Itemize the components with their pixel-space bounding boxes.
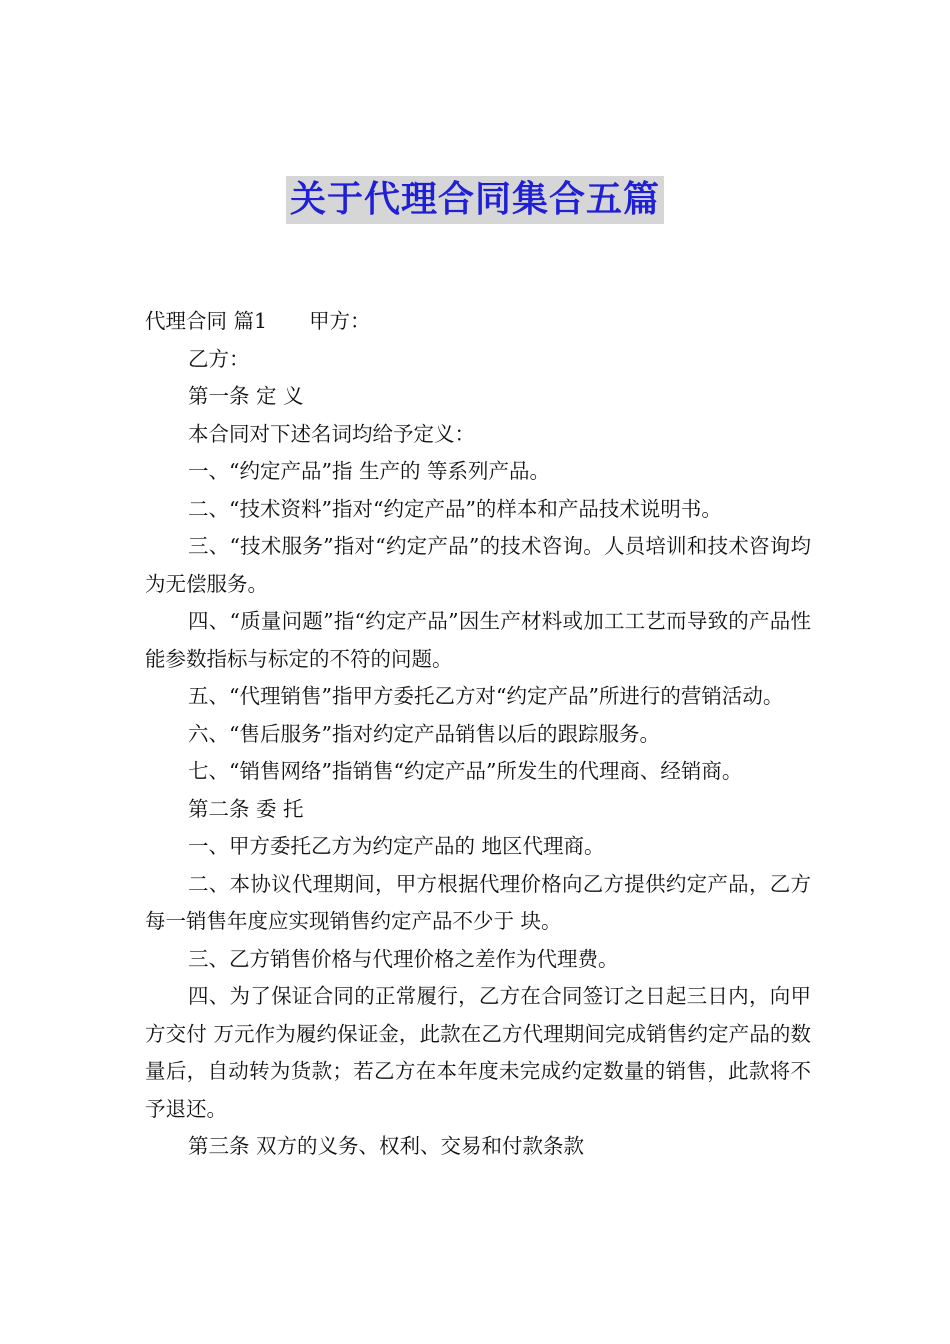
- paragraph: 四、“质量问题”指“约定产品”因生产材料或加工工艺而导致的产品性能参数指标与标定的不符的问题。: [145, 609, 811, 671]
- title-container: [0, 176, 950, 224]
- paragraph: 本合同对下述名词均给予定义：: [188, 421, 475, 446]
- party-a-label: 甲方：: [309, 309, 371, 333]
- paragraph: 乙方：: [188, 346, 250, 371]
- paragraph: 第一条 定 义: [188, 384, 304, 408]
- paragraph: 三、“技术服务”指对“约定产品”的技术咨询。人员培训和技术咨询均为无偿服务。: [145, 534, 811, 596]
- paragraph: 四、为了保证合同的正常履行，乙方在合同签订之日起三日内，向甲方交付 万元作为履约保证金，此款在乙方代理期间完成销售约定产品的数量后，自动转为货款；若乙方在本年度未完成约定数量的销售，此款将不予退还。: [145, 984, 811, 1121]
- paragraph: 二、本协议代理期间，甲方根据代理价格向乙方提供约定产品，乙方每一销售年度应实现销售约定产品不少于 块。: [145, 871, 811, 933]
- paragraph: 二、“技术资料”指对“约定产品”的样本和产品技术说明书。: [188, 496, 722, 521]
- paragraph: 七、“销售网络”指销售“约定产品”所发生的代理商、经销商。: [188, 759, 743, 783]
- paragraph: 一、“约定产品”指 生产的 等系列产品。: [188, 459, 550, 483]
- paragraph: 三、乙方销售价格与代理价格之差作为代理费。: [188, 946, 619, 971]
- paragraph: 五、“代理销售”指甲方委托乙方对“约定产品”所进行的营销活动。: [188, 684, 784, 708]
- paragraph: 六、“售后服务”指对约定产品销售以后的跟踪服务。: [188, 721, 660, 746]
- section-heading: 代理合同 篇1: [145, 309, 268, 333]
- document-title: 关于代理合同集合五篇: [286, 176, 664, 224]
- paragraph: 第二条 委 托: [188, 796, 304, 821]
- paragraph: 第三条 双方的义务、权利、交易和付款条款: [188, 1134, 585, 1158]
- first-line: [145, 303, 811, 341]
- document-body: [145, 303, 811, 1166]
- paragraph: 一、甲方委托乙方为约定产品的 地区代理商。: [188, 834, 605, 858]
